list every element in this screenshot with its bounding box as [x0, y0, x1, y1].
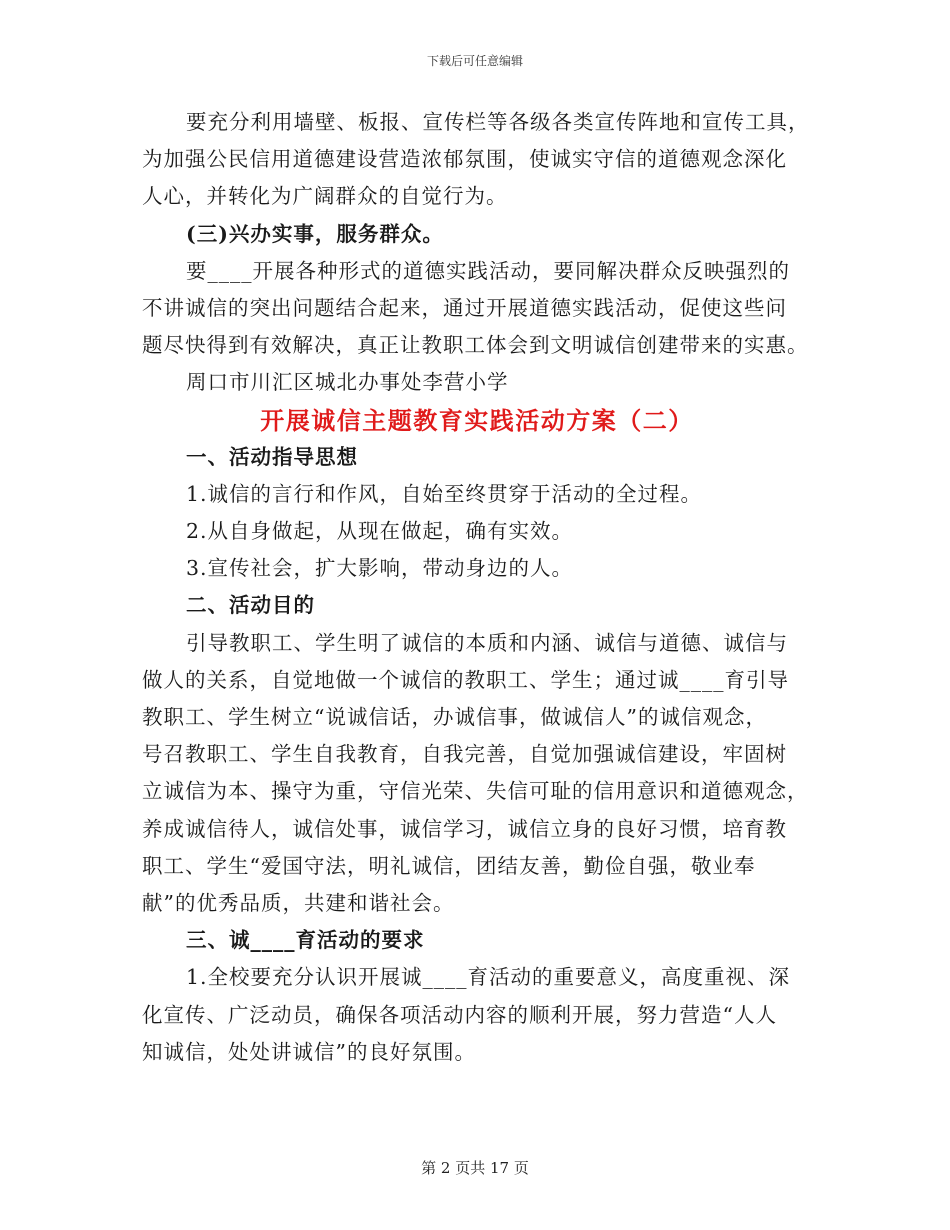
- section-heading: 一、活动指导思想: [186, 444, 358, 469]
- text-line: 周口市川汇区城北办事处李营小学: [186, 370, 509, 395]
- text-line: 要____开展各种形式的道德实践活动，要同解决群众反映强烈的: [186, 258, 790, 283]
- text-line: 3.宣传社会，扩大影响，带动身边的人。: [186, 556, 574, 581]
- text-line: 献”的优秀品质，共建和谐社会。: [142, 890, 455, 915]
- page-footer: 第 2 页共 17 页: [421, 1159, 529, 1177]
- text-line: 人心，并转化为广阔群众的自觉行为。: [142, 184, 508, 209]
- text-line: 教职工、学生树立“说诚信话，办诚信事，做诚信人”的诚信观念，: [142, 705, 767, 729]
- text-line: 号召教职工、学生自我教育，自我完善，自觉加强诚信建设，牢固树: [142, 742, 787, 767]
- text-line: 职工、学生“爱国守法，明礼诚信，团结友善，勤俭自强，敬业奉: [142, 853, 756, 878]
- section-title: 开展诚信主题教育实践活动方案（二）: [260, 405, 694, 435]
- text-line: 养成诚信待人，诚信处事，诚信学习，诚信立身的良好习惯，培育教: [142, 816, 787, 841]
- text-line: 要充分利用墙壁、板报、宣传栏等各级各类宣传阵地和宣传工具，: [186, 110, 810, 134]
- text-line: 化宣传、广泛动员，确保各项活动内容的顺利开展，努力营造“人人: [142, 1002, 777, 1027]
- section-heading: 二、活动目的: [186, 593, 315, 618]
- document-body: [142, 104, 812, 1071]
- text-line: 1.全校要充分认识开展诚____育活动的重要意义，高度重视、深: [186, 965, 791, 990]
- text-line: 引导教职工、学生明了诚信的本质和内涵、诚信与道德、诚信与: [186, 630, 788, 655]
- text-line: 做人的关系，自觉地做一个诚信的教职工、学生；通过诚____育引导: [142, 667, 789, 692]
- text-line: 不讲诚信的突出问题结合起来，通过开展道德实践活动，促使这些问: [142, 295, 787, 320]
- section-heading: (三)兴办实事，服务群众。: [186, 221, 444, 246]
- text-line: 知诚信，处处讲诚信”的良好氛围。: [142, 1039, 476, 1064]
- text-line: 立诚信为本、操守为重，守信光荣、失信可耻的信用意识和道德观念，: [142, 779, 809, 804]
- text-line: 题尽快得到有效解决，真正让教职工体会到文明诚信创建带来的实惠。: [142, 333, 809, 358]
- page-header: 下载后可任意编辑: [426, 54, 523, 68]
- section-heading: 三、诚____育活动的要求: [186, 928, 425, 953]
- text-line: 1.诚信的言行和作风，自始至终贯穿于活动的全过程。: [186, 481, 703, 506]
- text-line: 2.从自身做起，从现在做起，确有实效。: [186, 519, 574, 544]
- text-line: 为加强公民信用道德建设营造浓郁氛围，使诚实守信的道德观念深化: [142, 147, 787, 172]
